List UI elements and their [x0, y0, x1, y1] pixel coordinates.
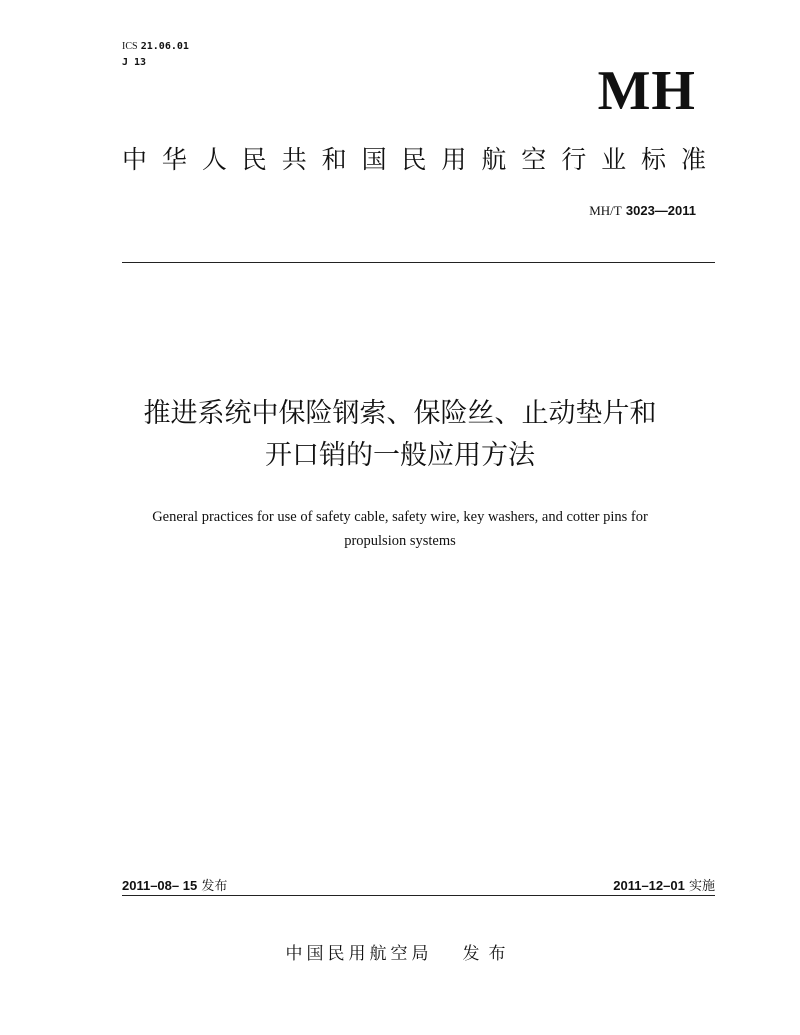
implement-date-label: 实施 [688, 879, 715, 894]
publisher-action: 发布 [462, 944, 515, 964]
chinese-title [60, 393, 740, 477]
english-title [80, 505, 720, 553]
publish-date [122, 877, 227, 896]
implement-date-value: 2011–12–01 [613, 878, 685, 893]
mh-logo: MH [597, 60, 696, 122]
english-title-line-1: General practices for use of safety cable, safety wire, key washers, and cotter pins for [152, 509, 648, 525]
industry-standard-title: 中华人民共和国民用航空行业标准 [122, 145, 706, 174]
standard-number-code: 3023—2011 [625, 203, 696, 218]
implement-date [613, 877, 715, 896]
ics-classification [122, 41, 189, 53]
ics-label: ICS [122, 41, 138, 52]
english-title-line-2: propulsion systems [344, 533, 456, 549]
publish-date-value: 2011–08– 15 [122, 878, 198, 893]
top-divider [122, 262, 715, 263]
ics-code: 21.06.01 [140, 41, 189, 52]
standard-number-prefix: MH/T [589, 203, 622, 218]
publisher [0, 942, 800, 966]
chinese-title-line-2: 开口销的一般应用方法 [265, 440, 535, 471]
ccs-code: J 13 [122, 57, 147, 68]
publisher-name: 中国民用航空局 [285, 944, 433, 964]
chinese-title-line-1: 推进系统中保险钢索、保险丝、止动垫片和 [143, 398, 657, 429]
publish-date-label: 发布 [201, 879, 228, 894]
bottom-divider [122, 895, 715, 896]
standard-number [589, 203, 696, 220]
